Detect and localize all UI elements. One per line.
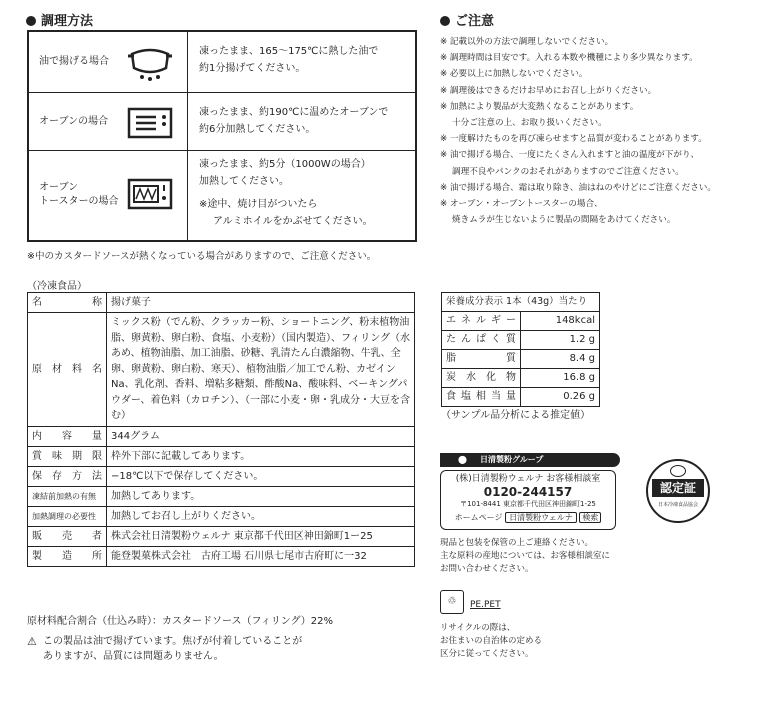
caution-item: ※ 油で揚げる場合、一度にたくさん入れますと油の温度が下がり、 (440, 150, 700, 161)
label-line: オーブン (39, 182, 79, 193)
recycle-line: 区分に従ってください。 (440, 649, 534, 659)
caution-list (440, 34, 760, 228)
group-name: 日清製粉グループ (480, 455, 544, 464)
nutrition-note: （サンプル品分析による推定値） (441, 410, 591, 421)
row-key: 凍結前加熱の有無 (28, 486, 107, 506)
toaster-icon (126, 177, 174, 213)
caution-item: ※ 記載以外の方法で調理しないでください。 (440, 37, 614, 47)
cook-row-fry (29, 32, 415, 93)
cook-label: オーブンの場合 (39, 116, 109, 127)
caution-item: ※ 一度解けたものを再び凍らせますと品質が変わることがあります。 (440, 134, 707, 145)
row-value: 1.2 g (521, 331, 600, 350)
table-row (28, 546, 415, 566)
warning-note (27, 634, 302, 664)
desc-line: 約1分揚げてください。 (199, 63, 306, 74)
caution-item: ※ オーブン・オーブントースターの場合、 (440, 199, 603, 210)
cooking-heading (26, 10, 93, 29)
group-logo (440, 453, 620, 467)
row-value: ミックス粉（でん粉、クラッカー粉、ショートニング、粉末植物油脂、卵黄粉、卵白粉、食塩、小麦粉）（国内製造）、フィリング（水あめ、植物油脂、加工油脂、砂糖、乳清たん白濃縮物、牛乳、全卵、卵黄粉、卵白粉、寒天）、植物油脂／加工でん粉、カゼインNa、乳化剤、香料、増粘多糖類、酢酸Na、酸味料、ベーキングパウダー、着色料（カロチン）、（一部に小麦・卵・乳成分・大豆を含む） (107, 313, 415, 427)
cook-row-toaster (29, 151, 415, 240)
warning-line: この製品は油で揚げています。焦げが付着していることが (43, 636, 303, 647)
cook-desc (189, 156, 409, 230)
row-value: 揚げ菓子 (107, 293, 415, 313)
recycle-notes (440, 622, 542, 661)
table-row (442, 350, 600, 369)
ratio-note: 原材料配合割合（仕込み時）：カスタードソース（フィリング）22% (27, 616, 334, 627)
group-logo-icon: ⬤ (458, 455, 467, 464)
table-row (442, 388, 600, 407)
row-key: 製 造 所 (28, 546, 107, 566)
table-row (28, 446, 415, 466)
table-row (28, 506, 415, 526)
row-value: 344グラム (107, 426, 415, 446)
pot-icon (126, 44, 174, 84)
caution-item: ※ 調理後はできるだけお早めにお召し上がりください。 (440, 85, 657, 96)
row-value: 枠外下部に記載してあります。 (107, 446, 415, 466)
table-row (28, 466, 415, 486)
seal-emblem (670, 465, 686, 477)
row-value: 8.4 g (521, 350, 600, 369)
caution-heading (440, 10, 494, 29)
row-value: 能登製菓株式会社 古府工場 石川県七尾市古府町に一32 (107, 546, 415, 566)
caution-title: ご注意 (455, 14, 495, 29)
recycle-line: お住まいの自治体の定める (440, 636, 543, 646)
table-row (28, 486, 415, 506)
row-key: 脂 質 (442, 350, 521, 369)
contact-address: 〒101-8441 東京都千代田区神田錦町1-25 (460, 500, 596, 508)
recycle-line: リサイクルの際は、 (440, 623, 516, 633)
contact-notes (440, 537, 610, 576)
contact-box (440, 470, 616, 530)
contact-line: 現品と包装を保管の上ご連絡ください。 (440, 538, 594, 548)
table-row (442, 331, 600, 350)
desc-line: 凍ったまま、約5分（1000Wの場合） (199, 159, 371, 170)
search-term-box[interactable]: 日清製粉ウェルナ (505, 512, 577, 523)
seal-sub: 日本冷凍食品協会 (657, 502, 698, 508)
caution-item: 十分ご注意の上、お取り扱いください。 (452, 118, 607, 129)
frozen-food-label: （冷凍食品） (27, 281, 87, 292)
table-row (28, 526, 415, 546)
cooking-title: 調理方法 (41, 14, 94, 29)
table-row (442, 312, 600, 331)
caution-item: ※ 油で揚げる場合、霜は取り除き、油はねのやけどにご注意ください。 (440, 182, 716, 193)
cook-desc (189, 43, 409, 77)
row-key: 賞 味 期 限 (28, 446, 107, 466)
bullet-icon (26, 16, 36, 26)
caution-item: ※ 調理時間は目安です。入れる本数や機種により多少異なります。 (440, 53, 698, 64)
sub-note-line: アルミホイルをかぶせてください。 (213, 216, 373, 227)
recycle-label: PE.PET (470, 600, 501, 610)
contact-line: お問い合わせください。 (440, 564, 534, 574)
certification-seal (646, 459, 710, 523)
cook-label (39, 181, 119, 209)
row-key: 原 材 料 名 (28, 313, 107, 427)
row-value: 株式会社日清製粉ウェルナ 東京都千代田区神田錦町1ー25 (107, 526, 415, 546)
cook-desc (189, 104, 409, 138)
sub-note-line: ※途中、焼け目がついたら (199, 199, 318, 210)
desc-line: 加熱してください。 (199, 176, 289, 187)
recycle-plastic-icon: ♲ (440, 590, 464, 614)
row-value: 加熱してあります。 (107, 486, 415, 506)
row-key: 名 称 (28, 293, 107, 313)
caution-item: 焼きムラが生じないように製品の間隔をあけてください。 (452, 215, 676, 226)
warning-line: ありますが、品質には問題ありません。 (43, 651, 224, 662)
row-key: エネルギー (442, 312, 521, 331)
search-button[interactable]: 検索 (579, 512, 601, 523)
cook-row-oven (29, 93, 415, 151)
caution-item: ※ 必要以上に加熱しないでください。 (440, 69, 588, 80)
table-row (28, 293, 415, 313)
row-value: 16.8 g (521, 369, 600, 388)
row-value: 加熱してお召し上がりください。 (107, 506, 415, 526)
row-key: 加熱調理の必要性 (28, 506, 107, 526)
contact-phone: 0120-244157 (483, 485, 573, 499)
homepage-row (441, 512, 615, 523)
warning-icon: ⚠ (27, 635, 37, 648)
bullet-icon (440, 16, 450, 26)
label-line: トースターの場合 (39, 196, 119, 207)
oven-icon (126, 106, 174, 140)
table-row (28, 313, 415, 427)
nutrition-header: 栄養成分表示 1本（43g）当たり (442, 293, 600, 312)
contact-name: (株)日清製粉ウェルナ お客様相談室 (455, 474, 601, 484)
table-row (442, 369, 600, 388)
cooking-table (27, 30, 417, 242)
cook-label: 油で揚げる場合 (39, 56, 109, 67)
caution-item: 調理不良やパンクのおそれがありますのでご注意ください。 (452, 166, 684, 177)
row-key: 販 売 者 (28, 526, 107, 546)
caution-item: ※ 加熱により製品が大変熱くなることがあります。 (440, 101, 639, 112)
row-key: たんぱく質 (442, 331, 521, 350)
row-value: −18℃以下で保存してください。 (107, 466, 415, 486)
table-row (28, 426, 415, 446)
row-value: 148kcal (521, 312, 600, 331)
row-key: 内 容 量 (28, 426, 107, 446)
table-row (442, 293, 600, 312)
homepage-label: ホームページ (454, 513, 503, 522)
ingredients-table (27, 292, 415, 567)
row-key: 食塩相当量 (442, 388, 521, 407)
cooking-footnote: ※中のカスタードソースが熱くなっている場合がありますので、ご注意ください。 (27, 251, 377, 262)
contact-line: 主な原料の産地については、お客様相談室に (440, 551, 610, 561)
row-key: 炭水化物 (442, 369, 521, 388)
row-value: 0.26 g (521, 388, 600, 407)
desc-line: 約6分加熱してください。 (199, 124, 316, 135)
desc-line: 凍ったまま、約190℃に温めたオーブンで (199, 107, 389, 118)
nutrition-table (441, 292, 600, 407)
row-key: 保 存 方 法 (28, 466, 107, 486)
seal-text: 認定証 (652, 479, 704, 497)
desc-line: 凍ったまま、165～175℃に熱した油で (199, 46, 379, 57)
